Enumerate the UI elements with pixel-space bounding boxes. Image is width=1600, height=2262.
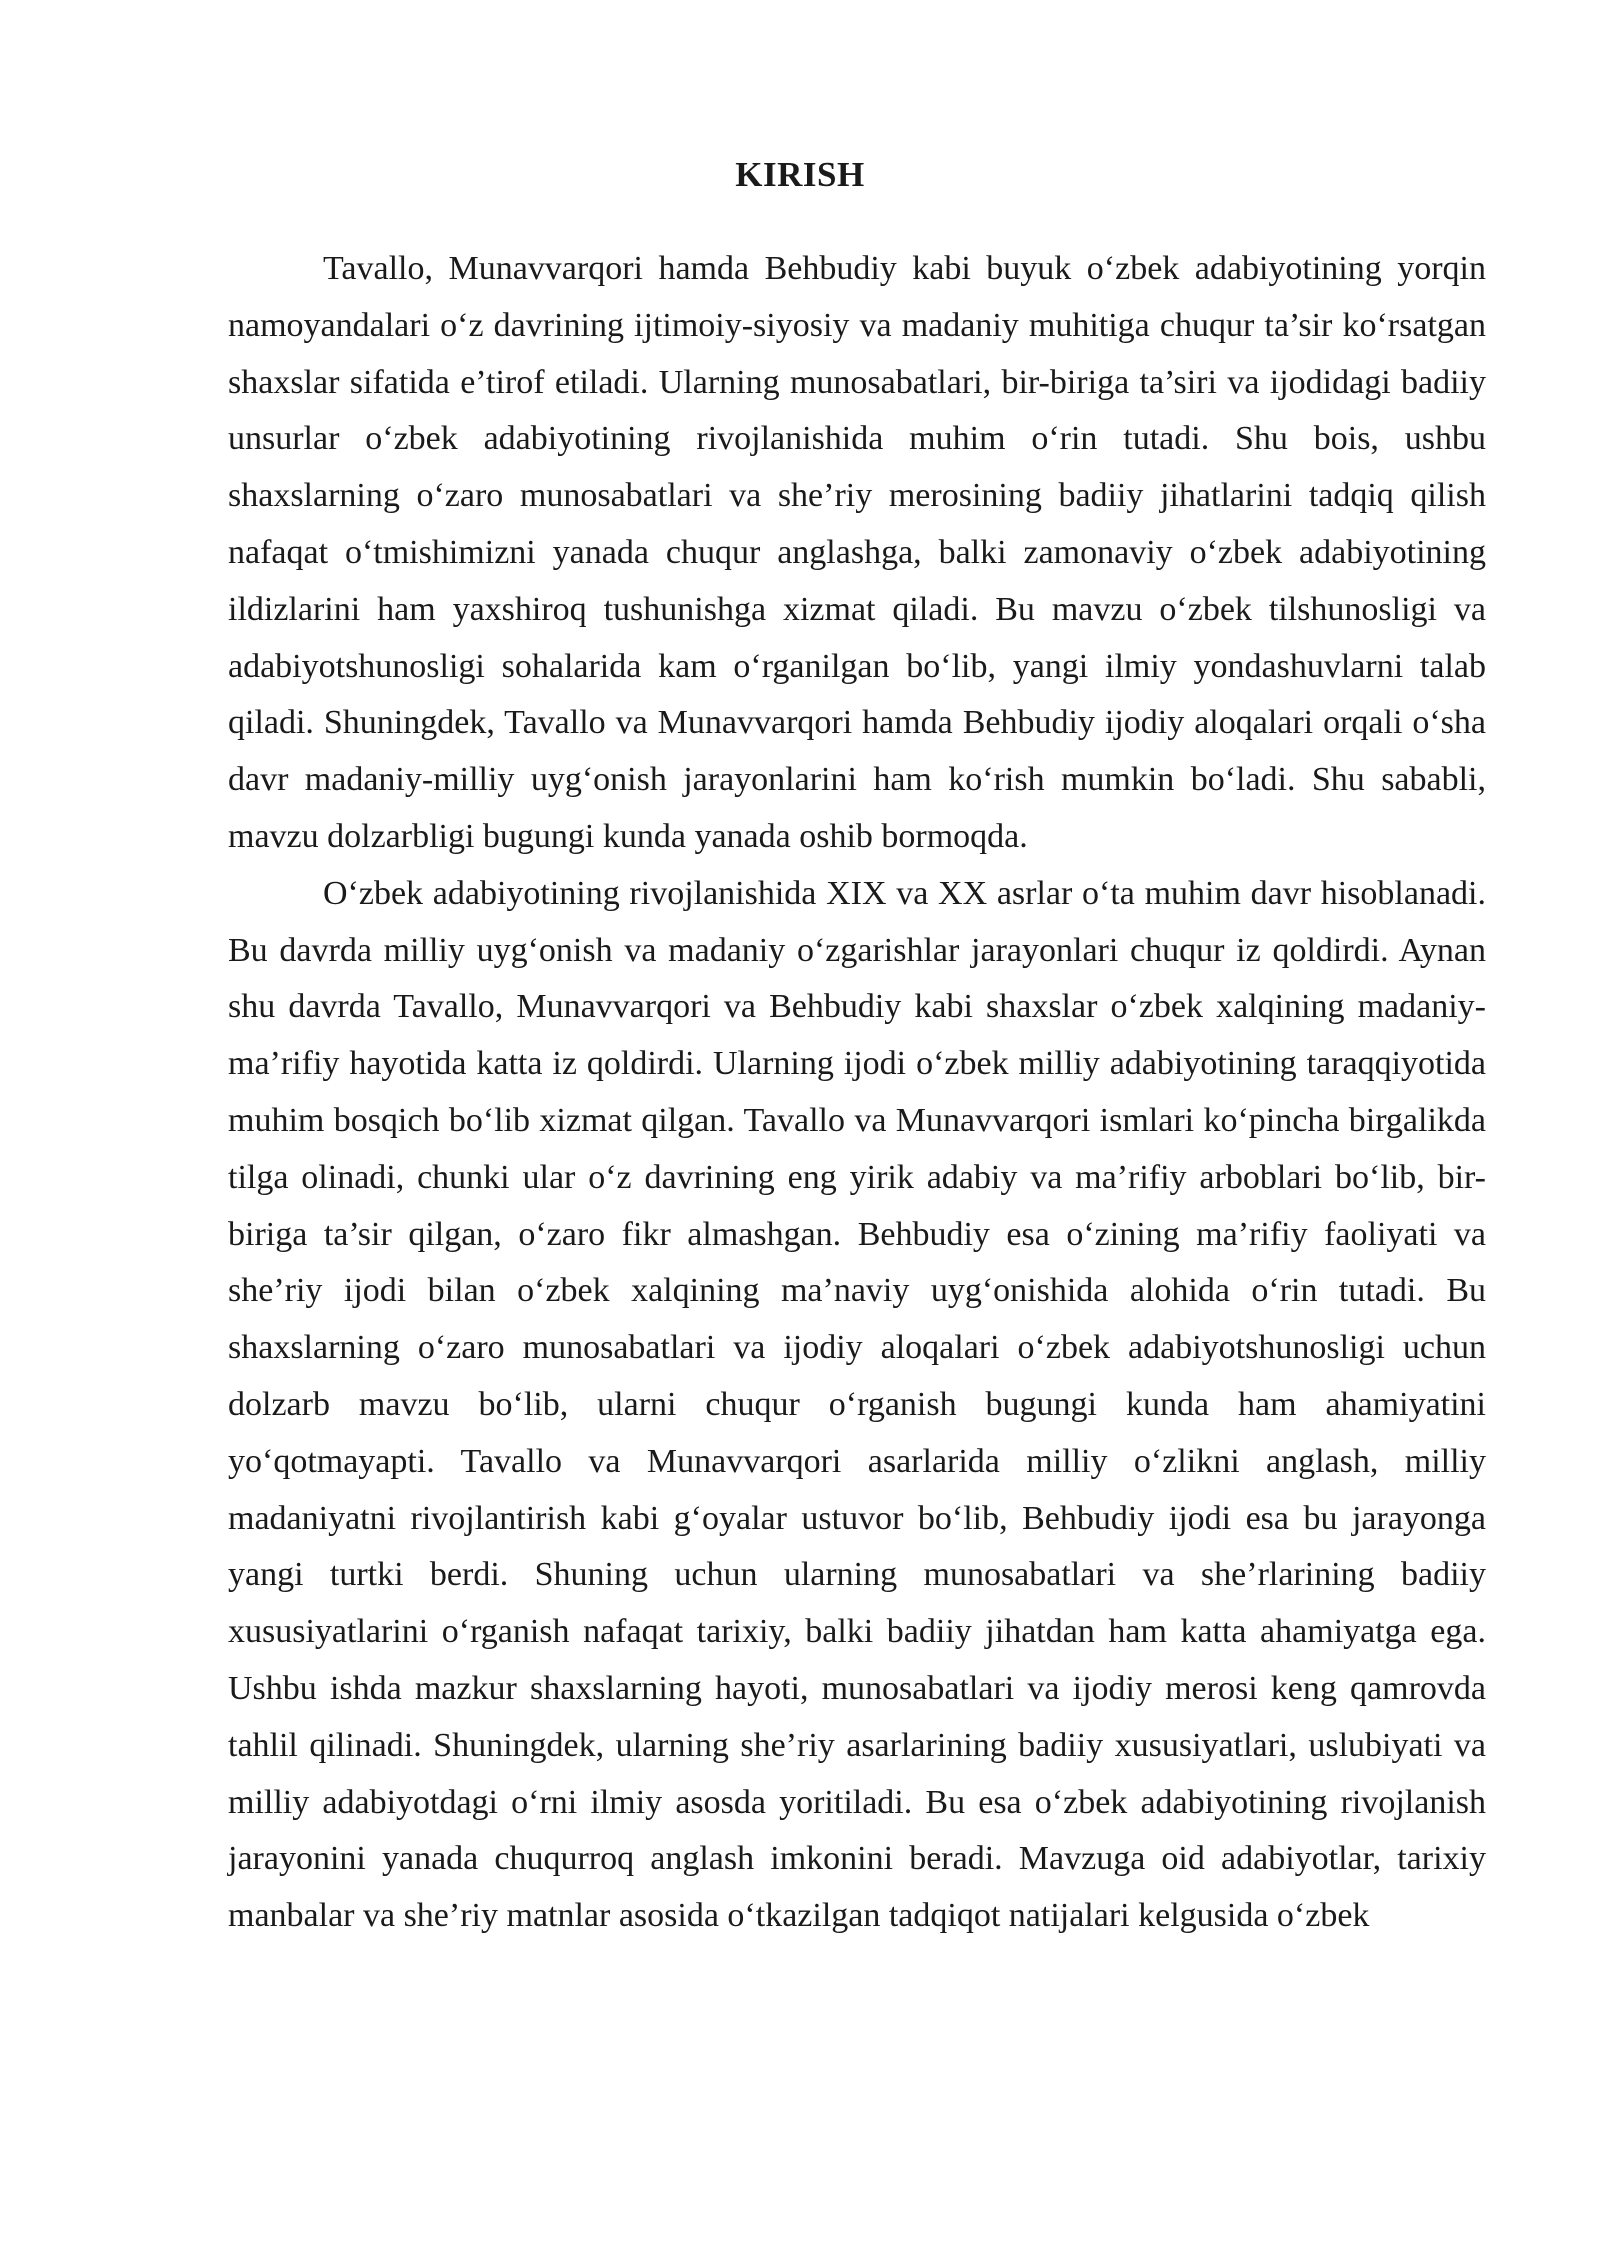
paragraph-2: O‘zbek adabiyotining rivojlanishida XIX va XX asrlar o‘ta muhim davr hisoblanadi. Bu davrda milliy uyg‘onish va madaniy o‘zgarishlar jarayonlari chuqur iz qoldirdi. Aynan shu davrda Tavallo, Munavvarqori va Behbudiy kabi shaxslar o‘zbek xalqining madaniy-ma’rifiy hayotida katta iz qoldirdi. Ularning ijodi o‘zbek milliy adabiyotining taraqqiyotida muhim bosqich bo‘lib xizmat qilgan. Tavallo va Munavvarqori ismlari ko‘pincha birgalikda tilga olinadi, chunki ular o‘z davrining eng yirik adabiy va ma’rifiy arboblari bo‘lib, bir-biriga ta’sir qilgan, o‘zaro fikr almashgan. Behbudiy esa o‘zining ma’rifiy faoliyati va she’riy ijodi bilan o‘zbek xalqining ma’naviy uyg‘onishida alohida o‘rin tutadi. Bu shaxslarning o‘zaro munosabatlari va ijodiy aloqalari o‘zbek adabiyotshunosligi uchun dolzarb mavzu bo‘lib, ularni chuqur o‘rganish bugungi kunda ham ahamiyatini yo‘qotmayapti. Tavallo va Munavvarqori asarlarida milliy o‘zlikni anglash, milliy madaniyatni rivojlantirish kabi g‘oyalar ustuvor bo‘lib, Behbudiy ijodi esa bu jarayonga yangi turtki berdi. Shuning uchun ularning munosabatlari va she’rlarining badiiy xususiyatlarini o‘rganish nafaqat tarixiy, balki badiiy jihatdan ham katta ahamiyatga ega. Ushbu ishda mazkur shaxslarning hayoti, munosabatlari va ijodiy merosi keng qamrovda tahlil qilinadi. Shuningdek, ularning she’riy asarlarining badiiy xususiyatlari, uslubiyati va milliy adabiyotdagi o‘rni ilmiy asosda yoritiladi. Bu esa o‘zbek adabiyotining rivojlanish jarayonini yanada chuqurroq anglash imkonini beradi. Mavzuga oid adabiyotlar, tarixiy manbalar va she’riy matnlar asosida o‘tkazilgan tadqiqot natijalari kelgusida o‘zbek <box>228 874 1486 1935</box>
body-text <box>228 241 1486 1945</box>
section-heading: KIRISH <box>735 155 865 194</box>
paragraph-1: Tavallo, Munavvarqori hamda Behbudiy kabi buyuk o‘zbek adabiyotining yorqin namoyandalari o‘z davrining ijtimoiy-siyosiy va madaniy muhitiga chuqur ta’sir ko‘rsatgan shaxslar sifatida e’tirof etiladi. Ularning munosabatlari, bir-biriga ta’siri va ijodidagi badiiy unsurlar o‘zbek adabiyotining rivojlanishida muhim o‘rin tutadi. Shu bois, ushbu shaxslarning o‘zaro munosabatlari va she’riy merosining badiiy jihatlarini tadqiq qilish nafaqat o‘tmishimizni yanada chuqur anglashga, balki zamonaviy o‘zbek adabiyotining ildizlarini ham yaxshiroq tushunishga xizmat qiladi. Bu mavzu o‘zbek tilshunosligi va adabiyotshunosligi sohalarida kam o‘rganilgan bo‘lib, yangi ilmiy yondashuvlarni talab qiladi. Shuningdek, Tavallo va Munavvarqori hamda Behbudiy ijodiy aloqalari orqali o‘sha davr madaniy-milliy uyg‘onish jarayonlarini ham ko‘rish mumkin bo‘ladi. Shu sababli, mavzu dolzarbligi bugungi kunda yanada oshib bormoqda. <box>228 250 1486 855</box>
